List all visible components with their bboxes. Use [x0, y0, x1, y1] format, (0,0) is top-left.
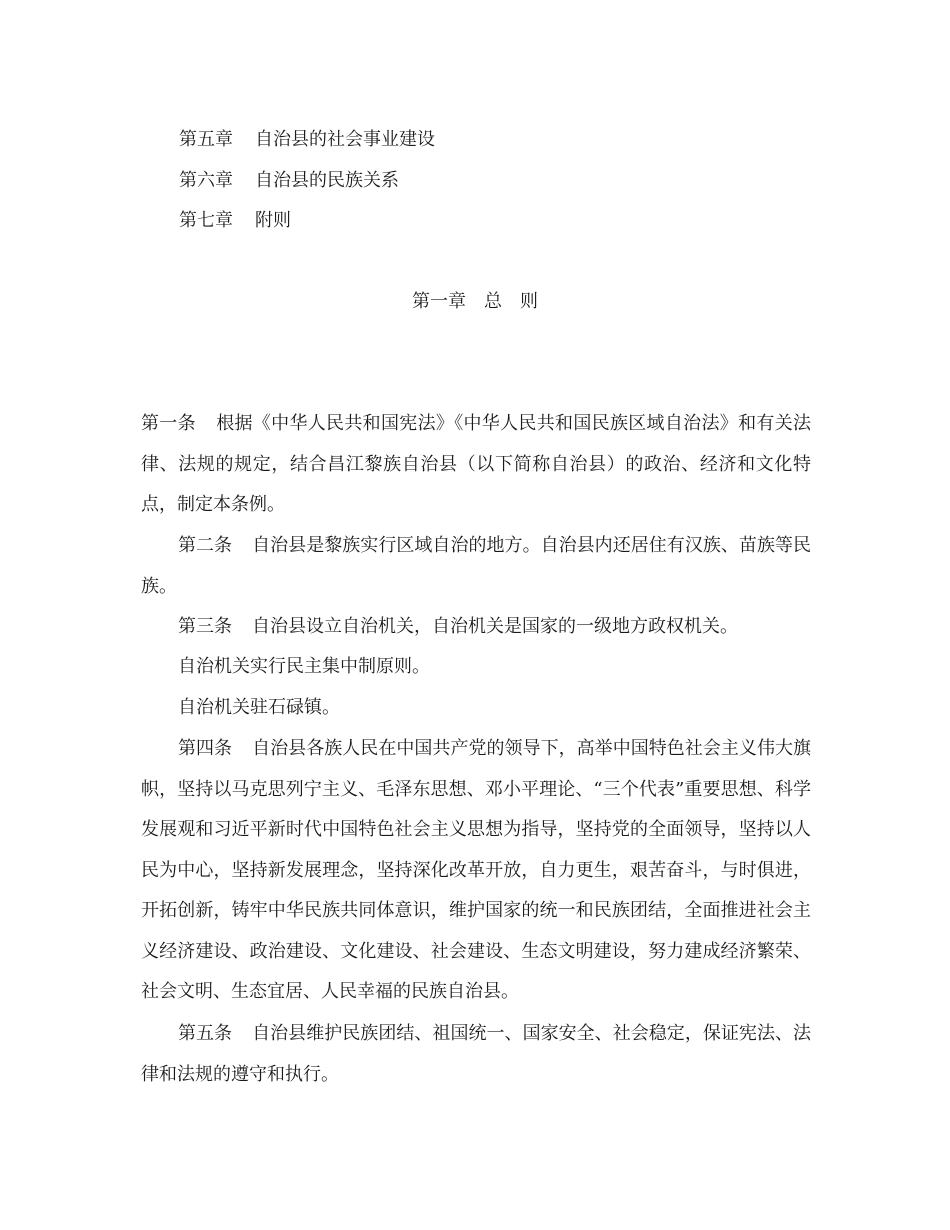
toc-chapter-number: 第七章	[179, 210, 233, 231]
article-4	[141, 729, 811, 1013]
toc-chapter-number: 第六章	[179, 170, 233, 191]
toc-chapter-number: 第五章	[179, 129, 233, 150]
toc-chapter-title: 附则	[255, 210, 291, 231]
toc-item	[179, 129, 435, 151]
toc-chapter-title: 自治县的社会事业建设	[255, 129, 435, 150]
article-label: 第四条	[178, 738, 233, 759]
article-5	[141, 1014, 811, 1095]
article-text: 自治县是黎族实行区域自治的地方。自治县内还居住有汉族、苗族等民族。	[141, 535, 812, 597]
article-text: 自治县设立自治机关，自治机关是国家的一级地方政权机关。	[252, 616, 738, 637]
paragraph: 自治机关驻石碌镇。	[178, 697, 340, 718]
chapter-heading: 第一章 总 则	[412, 291, 538, 312]
article-label: 第一条	[141, 413, 196, 434]
toc-chapter-title: 自治县的民族关系	[255, 170, 399, 191]
article-label: 第三条	[178, 616, 232, 637]
article-label: 第五条	[178, 1023, 233, 1044]
article-text: 自治县各族人民在中国共产党的领导下，高举中国特色社会主义伟大旗帜，坚持以马克思列宁主义、毛泽东思想、邓小平理论、“三个代表”重要思想、科学发展观和习近平新时代中国特色社会主义思想为指导，坚持党的全面领导，坚持以人民为中心，坚持新发展理念，坚持深化改革开放，自力更生，艰苦奋斗，与时俱进，开拓创新，铸牢中华民族共同体意识，维护国家的统一和民族团结，全面推进社会主义经济建设、政治建设、文化建设、社会建设、生态文明建设，努力建成经济繁荣、社会文明、生态宜居、人民幸福的民族自治县。	[141, 738, 812, 1002]
article-3	[141, 607, 811, 648]
article-label: 第二条	[178, 535, 233, 556]
toc-item	[179, 210, 291, 232]
article-text: 自治县维护民族团结、祖国统一、国家安全、社会稳定，保证宪法、法律和法规的遵守和执行。	[141, 1023, 812, 1085]
paragraph: 自治机关实行民主集中制原则。	[178, 656, 430, 677]
article-1	[141, 404, 811, 526]
article-text: 根据《中华人民共和国宪法》《中华人民共和国民族区域自治法》和有关法律、法规的规定，结合昌江黎族自治县（以下简称自治县）的政治、经济和文化特点，制定本条例。	[141, 413, 812, 515]
article-2	[141, 526, 811, 607]
toc-item	[179, 170, 399, 192]
